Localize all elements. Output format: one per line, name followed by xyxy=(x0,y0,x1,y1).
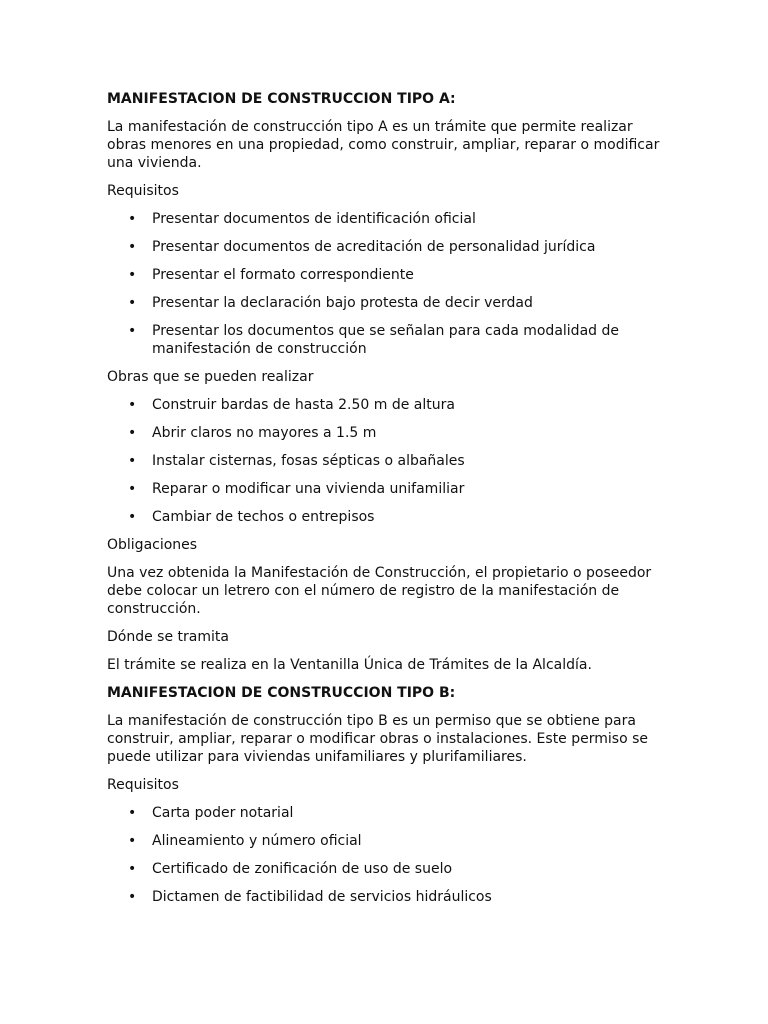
bullet-icon: • xyxy=(128,211,137,227)
section-b-intro: La manifestación de construcción tipo B es un permiso que se obtiene para construir, ampliar, reparar o modificar obras o instalaciones. Este permiso se puede utilizar para viviendas unifamiliares y plurifamiliares. xyxy=(107,713,648,765)
list-item xyxy=(107,888,667,906)
document-body xyxy=(107,90,667,916)
section-a-donde-label: Dónde se tramita xyxy=(107,629,229,645)
list-item-text: Dictamen de factibilidad de servicios hidráulicos xyxy=(152,889,492,905)
list-item xyxy=(107,832,667,850)
list-item xyxy=(107,508,667,526)
bullet-icon: • xyxy=(128,889,137,905)
section-b-requisitos-label: Requisitos xyxy=(107,777,179,793)
section-a-obligaciones-label: Obligaciones xyxy=(107,537,198,553)
list-item-text: Presentar el formato correspondiente xyxy=(152,267,414,283)
list-item-text: Presentar los documentos que se señalan para cada modalidad de manifestación de construcción xyxy=(152,323,619,357)
list-item xyxy=(107,238,667,256)
section-a-obligaciones-text: Una vez obtenida la Manifestación de Construcción, el propietario o poseedor debe colocar un letrero con el número de registro de la manifestación de construcción. xyxy=(107,565,652,617)
section-a-obras-label: Obras que se pueden realizar xyxy=(107,369,314,385)
bullet-icon: • xyxy=(128,295,137,311)
section-a-title: MANIFESTACION DE CONSTRUCCION TIPO A: xyxy=(107,91,456,107)
section-b-title: MANIFESTACION DE CONSTRUCCION TIPO B: xyxy=(107,685,456,701)
section-b-requisitos-list xyxy=(107,804,667,906)
list-item-text: Certificado de zonificación de uso de suelo xyxy=(152,861,453,877)
section-a-requisitos-label: Requisitos xyxy=(107,183,179,199)
bullet-icon: • xyxy=(128,425,137,441)
list-item-text: Cambiar de techos o entrepisos xyxy=(152,509,375,525)
list-item xyxy=(107,322,667,358)
section-a-obras-list xyxy=(107,396,667,526)
bullet-icon: • xyxy=(128,833,137,849)
list-item-text: Reparar o modificar una vivienda unifamiliar xyxy=(152,481,465,497)
list-item xyxy=(107,804,667,822)
list-item xyxy=(107,480,667,498)
list-item-text: Instalar cisternas, fosas sépticas o albañales xyxy=(152,453,465,469)
bullet-icon: • xyxy=(128,453,137,469)
bullet-icon: • xyxy=(128,861,137,877)
list-item xyxy=(107,396,667,414)
bullet-icon: • xyxy=(128,267,137,283)
list-item xyxy=(107,266,667,284)
list-item xyxy=(107,294,667,312)
section-a-donde-text: El trámite se realiza en la Ventanilla Única de Trámites de la Alcaldía. xyxy=(107,657,592,673)
list-item-text: Alineamiento y número oficial xyxy=(152,833,362,849)
bullet-icon: • xyxy=(128,805,137,821)
list-item-text: Carta poder notarial xyxy=(152,805,294,821)
bullet-icon: • xyxy=(128,323,137,339)
list-item-text: Abrir claros no mayores a 1.5 m xyxy=(152,425,377,441)
section-a-intro: La manifestación de construcción tipo A es un trámite que permite realizar obras menores en una propiedad, como construir, ampliar, reparar o modificar una vivienda. xyxy=(107,119,660,171)
list-item xyxy=(107,210,667,228)
list-item xyxy=(107,860,667,878)
section-a-requisitos-list xyxy=(107,210,667,358)
bullet-icon: • xyxy=(128,509,137,525)
list-item xyxy=(107,452,667,470)
list-item-text: Presentar documentos de identificación oficial xyxy=(152,211,476,227)
bullet-icon: • xyxy=(128,397,137,413)
bullet-icon: • xyxy=(128,239,137,255)
list-item-text: Construir bardas de hasta 2.50 m de altura xyxy=(152,397,455,413)
list-item-text: Presentar documentos de acreditación de personalidad jurídica xyxy=(152,239,596,255)
bullet-icon: • xyxy=(128,481,137,497)
list-item xyxy=(107,424,667,442)
list-item-text: Presentar la declaración bajo protesta de decir verdad xyxy=(152,295,533,311)
